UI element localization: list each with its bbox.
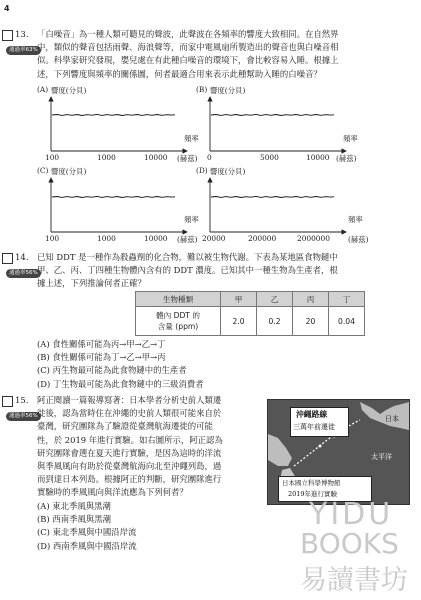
stem-line: 述，下列響度與頻率的關係圖，何者最適合用來表示此種幫助入睡的白噪音？ [37, 68, 322, 79]
question-number: 14. [15, 253, 29, 263]
map-caption: 2019年進行實驗 [288, 490, 338, 498]
q14-stem [37, 251, 338, 291]
ddt-table [135, 291, 365, 336]
stem-line: 性，於 2019 年進行實驗。如右圖所示，阿正認為 [37, 434, 223, 445]
question-number: 13. [15, 30, 29, 40]
x-axis-label: 頻率 [184, 215, 199, 224]
table-header: 生物種類 [136, 292, 221, 307]
option-c: (C) 東北季風與中國沿岸流 [37, 527, 137, 538]
route-map [267, 399, 410, 505]
option-chart-a [37, 85, 215, 165]
option-label: (D) [196, 166, 208, 175]
stem-line: 研究團隊會選在夏天進行實驗，是因為這時的洋流 [37, 447, 222, 458]
x-axis-label: 頻率 [343, 134, 358, 143]
table-header: 乙 [257, 292, 293, 307]
q15-stem [37, 394, 223, 500]
q13-stem [37, 28, 339, 81]
stem-line: 甲、乙、丙、丁四種生物體內含有的 DDT 濃度。已知其中一種生物為生產者，根 [37, 265, 338, 276]
map-subtitle: 三萬年前遷徙 [293, 423, 335, 431]
option-chart-b [196, 85, 376, 165]
x-tick: 10000 [144, 234, 168, 243]
x-axis-unit: (赫茲) [177, 154, 198, 163]
option-b: (B) 食性關係可能為丁→乙→甲→丙 [37, 352, 166, 363]
row-label-line: 含量 (ppm) [157, 322, 199, 331]
x-axis-label: 頻率 [348, 215, 363, 224]
x-axis-unit: (赫茲) [336, 154, 357, 163]
x-axis-unit: (赫茲) [348, 235, 369, 244]
option-label: (C) [37, 166, 49, 175]
option-chart-c [37, 166, 215, 246]
question-number: 15. [15, 396, 29, 406]
table-cell: 0.2 [257, 307, 293, 336]
y-axis-label: 響度(分貝) [210, 86, 246, 95]
option-d: (D) 西南季風與中國沿岸流 [37, 540, 137, 551]
stem-line: 徙後，認為當時住在沖繩的史前人類很可能來自於 [37, 408, 222, 419]
watermark-yidu: YIDU [309, 497, 394, 532]
page-number: 4 [4, 4, 10, 13]
table-cell: 0.04 [329, 307, 365, 336]
stem-line: 臺灣，研究團隊為了驗證從臺灣航海遷徙的可能 [37, 421, 213, 432]
x-tick: 2000000 [297, 234, 330, 243]
map-label-japan: 日本 [385, 415, 399, 423]
x-tick: 10000 [306, 153, 330, 162]
x-tick: 1000 [97, 234, 116, 243]
stem-line: 似。科學家研究發現，嬰兒處在有此種白噪音的環境下，會比較容易入睡。根據上 [37, 55, 339, 66]
x-tick: 5000 [260, 153, 279, 162]
stem-line: 而到達日本列島。根據阿正的判斷，研究團隊進行 [37, 474, 222, 485]
stem-line: 實驗時的季風風向與洋流應為下列何者？ [37, 487, 188, 498]
y-axis-label: 響度(分貝) [210, 167, 246, 176]
pass-rate-badge: 通過率56% [6, 412, 41, 421]
x-tick: 20000 [202, 234, 226, 243]
stem-line: 已知 DDT 是一種作為殺蟲劑的化合物，難以被生物代謝。下表為某地區食物鏈中 [37, 252, 338, 262]
table-row-label [136, 307, 221, 336]
y-axis-label: 響度(分貝) [51, 167, 87, 176]
option-chart-d [196, 166, 396, 246]
answer-box [2, 253, 13, 264]
x-tick: 100 [45, 153, 60, 162]
watermark-books: BOOKS [300, 527, 399, 560]
option-a: (A) 東北季風與黑潮 [37, 501, 111, 511]
stem-line: 中，類似的聲音包括雨聲、海浪聲等，而家中電風扇所製造出的聲音也與白噪音相 [37, 42, 339, 53]
option-d: (D) 丁生物最可能為此食物鏈中的三級消費者 [37, 378, 204, 389]
pass-rate-badge: 通過率56% [6, 269, 41, 278]
x-tick: 1000 [97, 153, 116, 162]
option-label: (A) [37, 85, 49, 94]
x-tick: 200000 [248, 234, 277, 243]
table-header: 丙 [293, 292, 329, 307]
x-axis-label: 頻率 [184, 134, 199, 143]
q15-options [37, 500, 137, 553]
row-label-line: 體內 DDT 的 [156, 311, 200, 320]
option-a: (A) 食性關係可能為丙→甲→乙→丁 [37, 339, 166, 349]
table-header: 甲 [221, 292, 257, 307]
x-tick: 0 [207, 153, 212, 162]
table-header: 丁 [329, 292, 365, 307]
stem-line: 據上述，下列推論何者正確？ [37, 278, 146, 289]
stem-line: 與季風風向有助於從臺灣航海向北至沖繩列島，過 [37, 461, 222, 472]
q14-options [37, 338, 204, 391]
option-label: (B) [196, 85, 208, 94]
stem-line: 「白噪音」為一種人類可聽見的聲波，此聲波在各頻率的響度大致相同。在自然界 [37, 29, 339, 39]
option-c: (C) 丙生物最可能為此食物鏈中的生產者 [37, 365, 187, 376]
pass-rate-badge: 通過率63% [6, 46, 41, 55]
y-axis-label: 響度(分貝) [51, 86, 87, 95]
option-b: (B) 西南季風與黑潮 [37, 514, 111, 525]
table-cell: 20 [293, 307, 329, 336]
x-tick: 10000 [144, 153, 168, 162]
map-label-pacific: 太平洋 [371, 453, 392, 461]
map-title: 沖繩路線 [296, 410, 328, 419]
x-tick: 100 [45, 234, 60, 243]
map-caption: 日本國立科學博物館 [282, 479, 341, 487]
answer-box [2, 30, 13, 41]
stem-line: 阿正閱讀一篇報導寫著：日本學者分析史前人類遷 [37, 395, 222, 405]
watermark-chinese: 易讀書坊 [300, 565, 408, 596]
answer-box [2, 396, 13, 407]
table-cell: 2.0 [221, 307, 257, 336]
x-axis-unit: (赫茲) [177, 235, 198, 244]
